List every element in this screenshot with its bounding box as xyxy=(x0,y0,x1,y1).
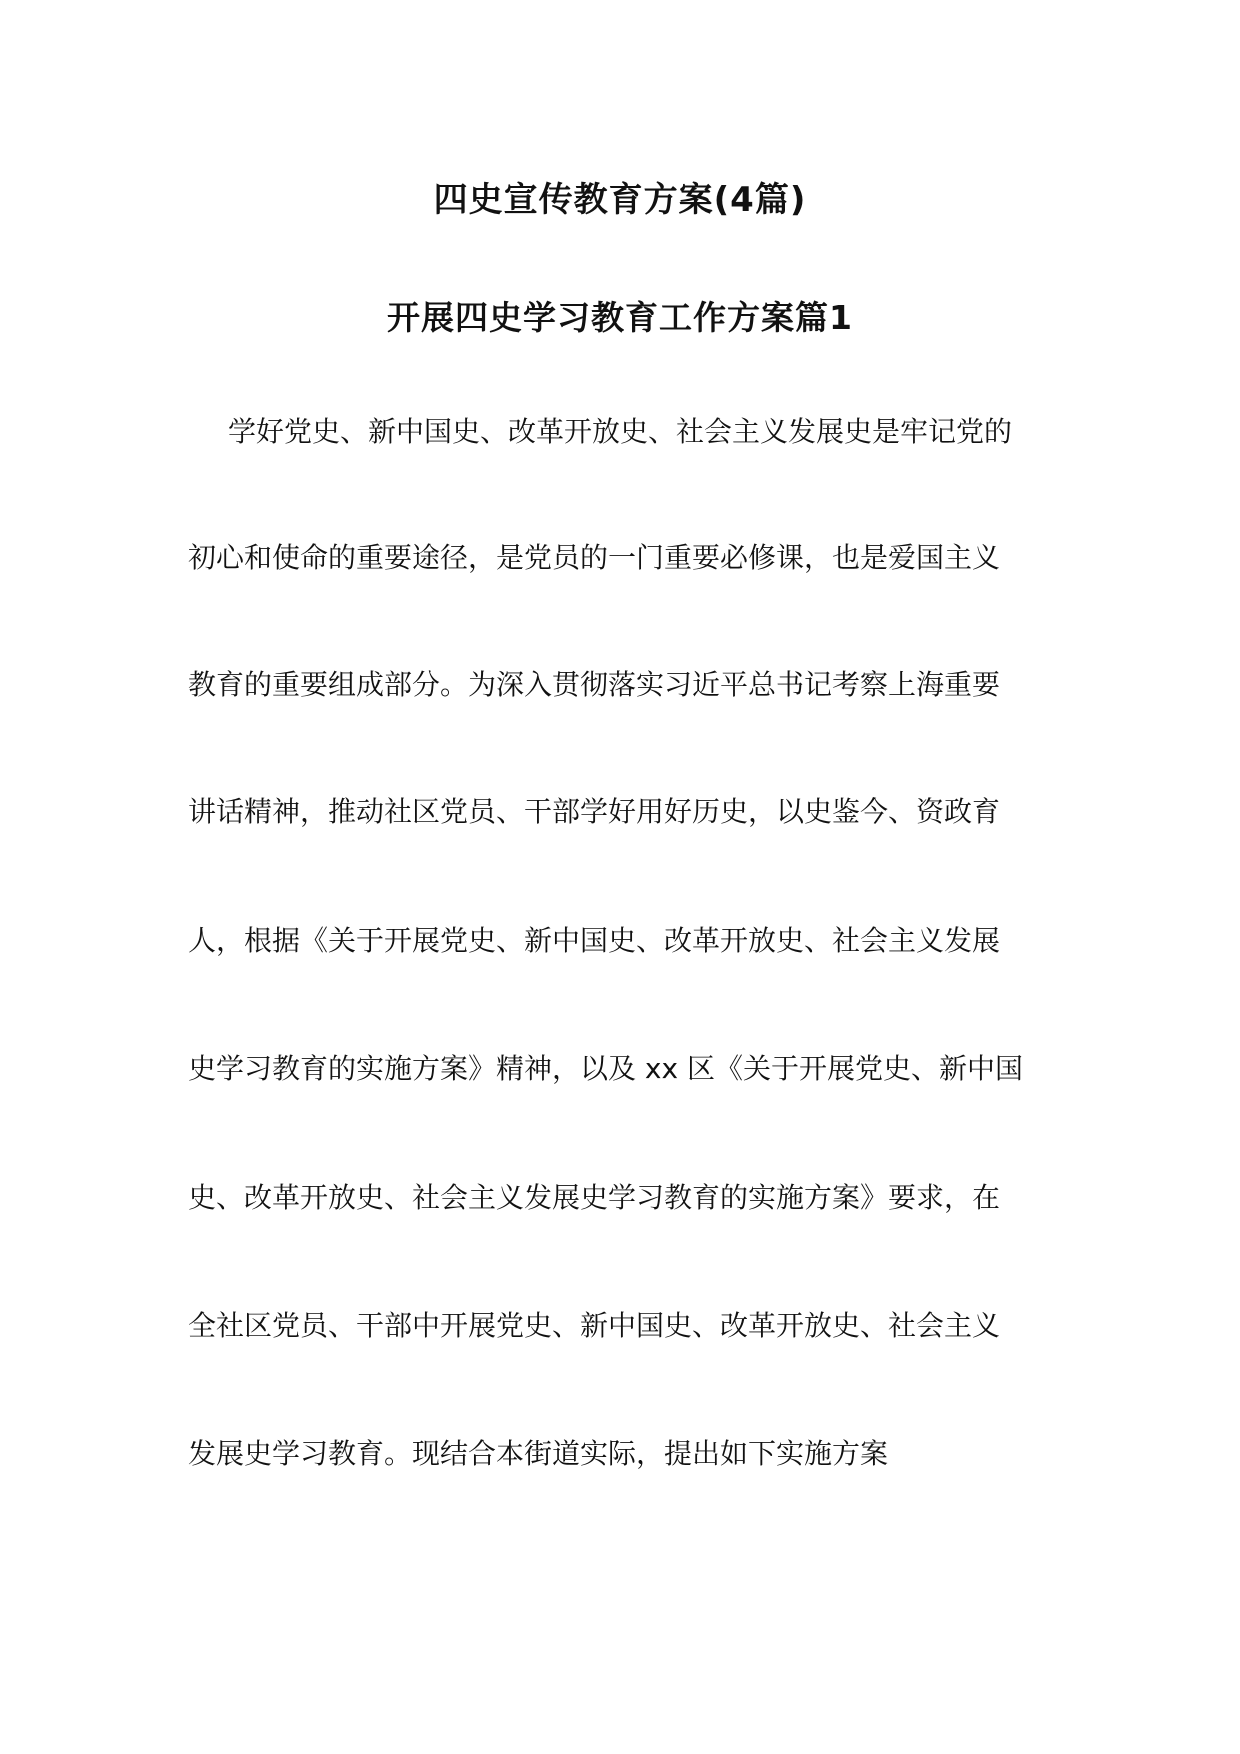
paragraph-line: 史学习教育的实施方案》精神，以及 xx 区《关于开展党史、新中国 xyxy=(188,1052,1023,1085)
paragraph-line: 人，根据《关于开展党史、新中国史、改革开放史、社会主义发展 xyxy=(188,924,1001,957)
paragraph-line: 学好党史、新中国史、改革开放史、社会主义发展史是牢记党的 xyxy=(228,415,1013,448)
paragraph-line: 初心和使命的重要途径，是党员的一门重要必修课，也是爱国主义 xyxy=(188,541,1001,574)
document-title: 四史宣传教育方案(4篇) xyxy=(433,180,807,220)
paragraph-line: 讲话精神，推动社区党员、干部学好用好历史，以史鉴今、资政育 xyxy=(188,795,1001,828)
paragraph-line: 发展史学习教育。现结合本街道实际，提出如下实施方案 xyxy=(188,1437,889,1470)
paragraph-line: 全社区党员、干部中开展党史、新中国史、改革开放史、社会主义 xyxy=(188,1309,1001,1342)
section-heading: 开展四史学习教育工作方案篇1 xyxy=(387,298,853,337)
paragraph-line: 教育的重要组成部分。为深入贯彻落实习近平总书记考察上海重要 xyxy=(188,668,1001,701)
paragraph-line: 史、改革开放史、社会主义发展史学习教育的实施方案》要求，在 xyxy=(188,1181,1001,1214)
